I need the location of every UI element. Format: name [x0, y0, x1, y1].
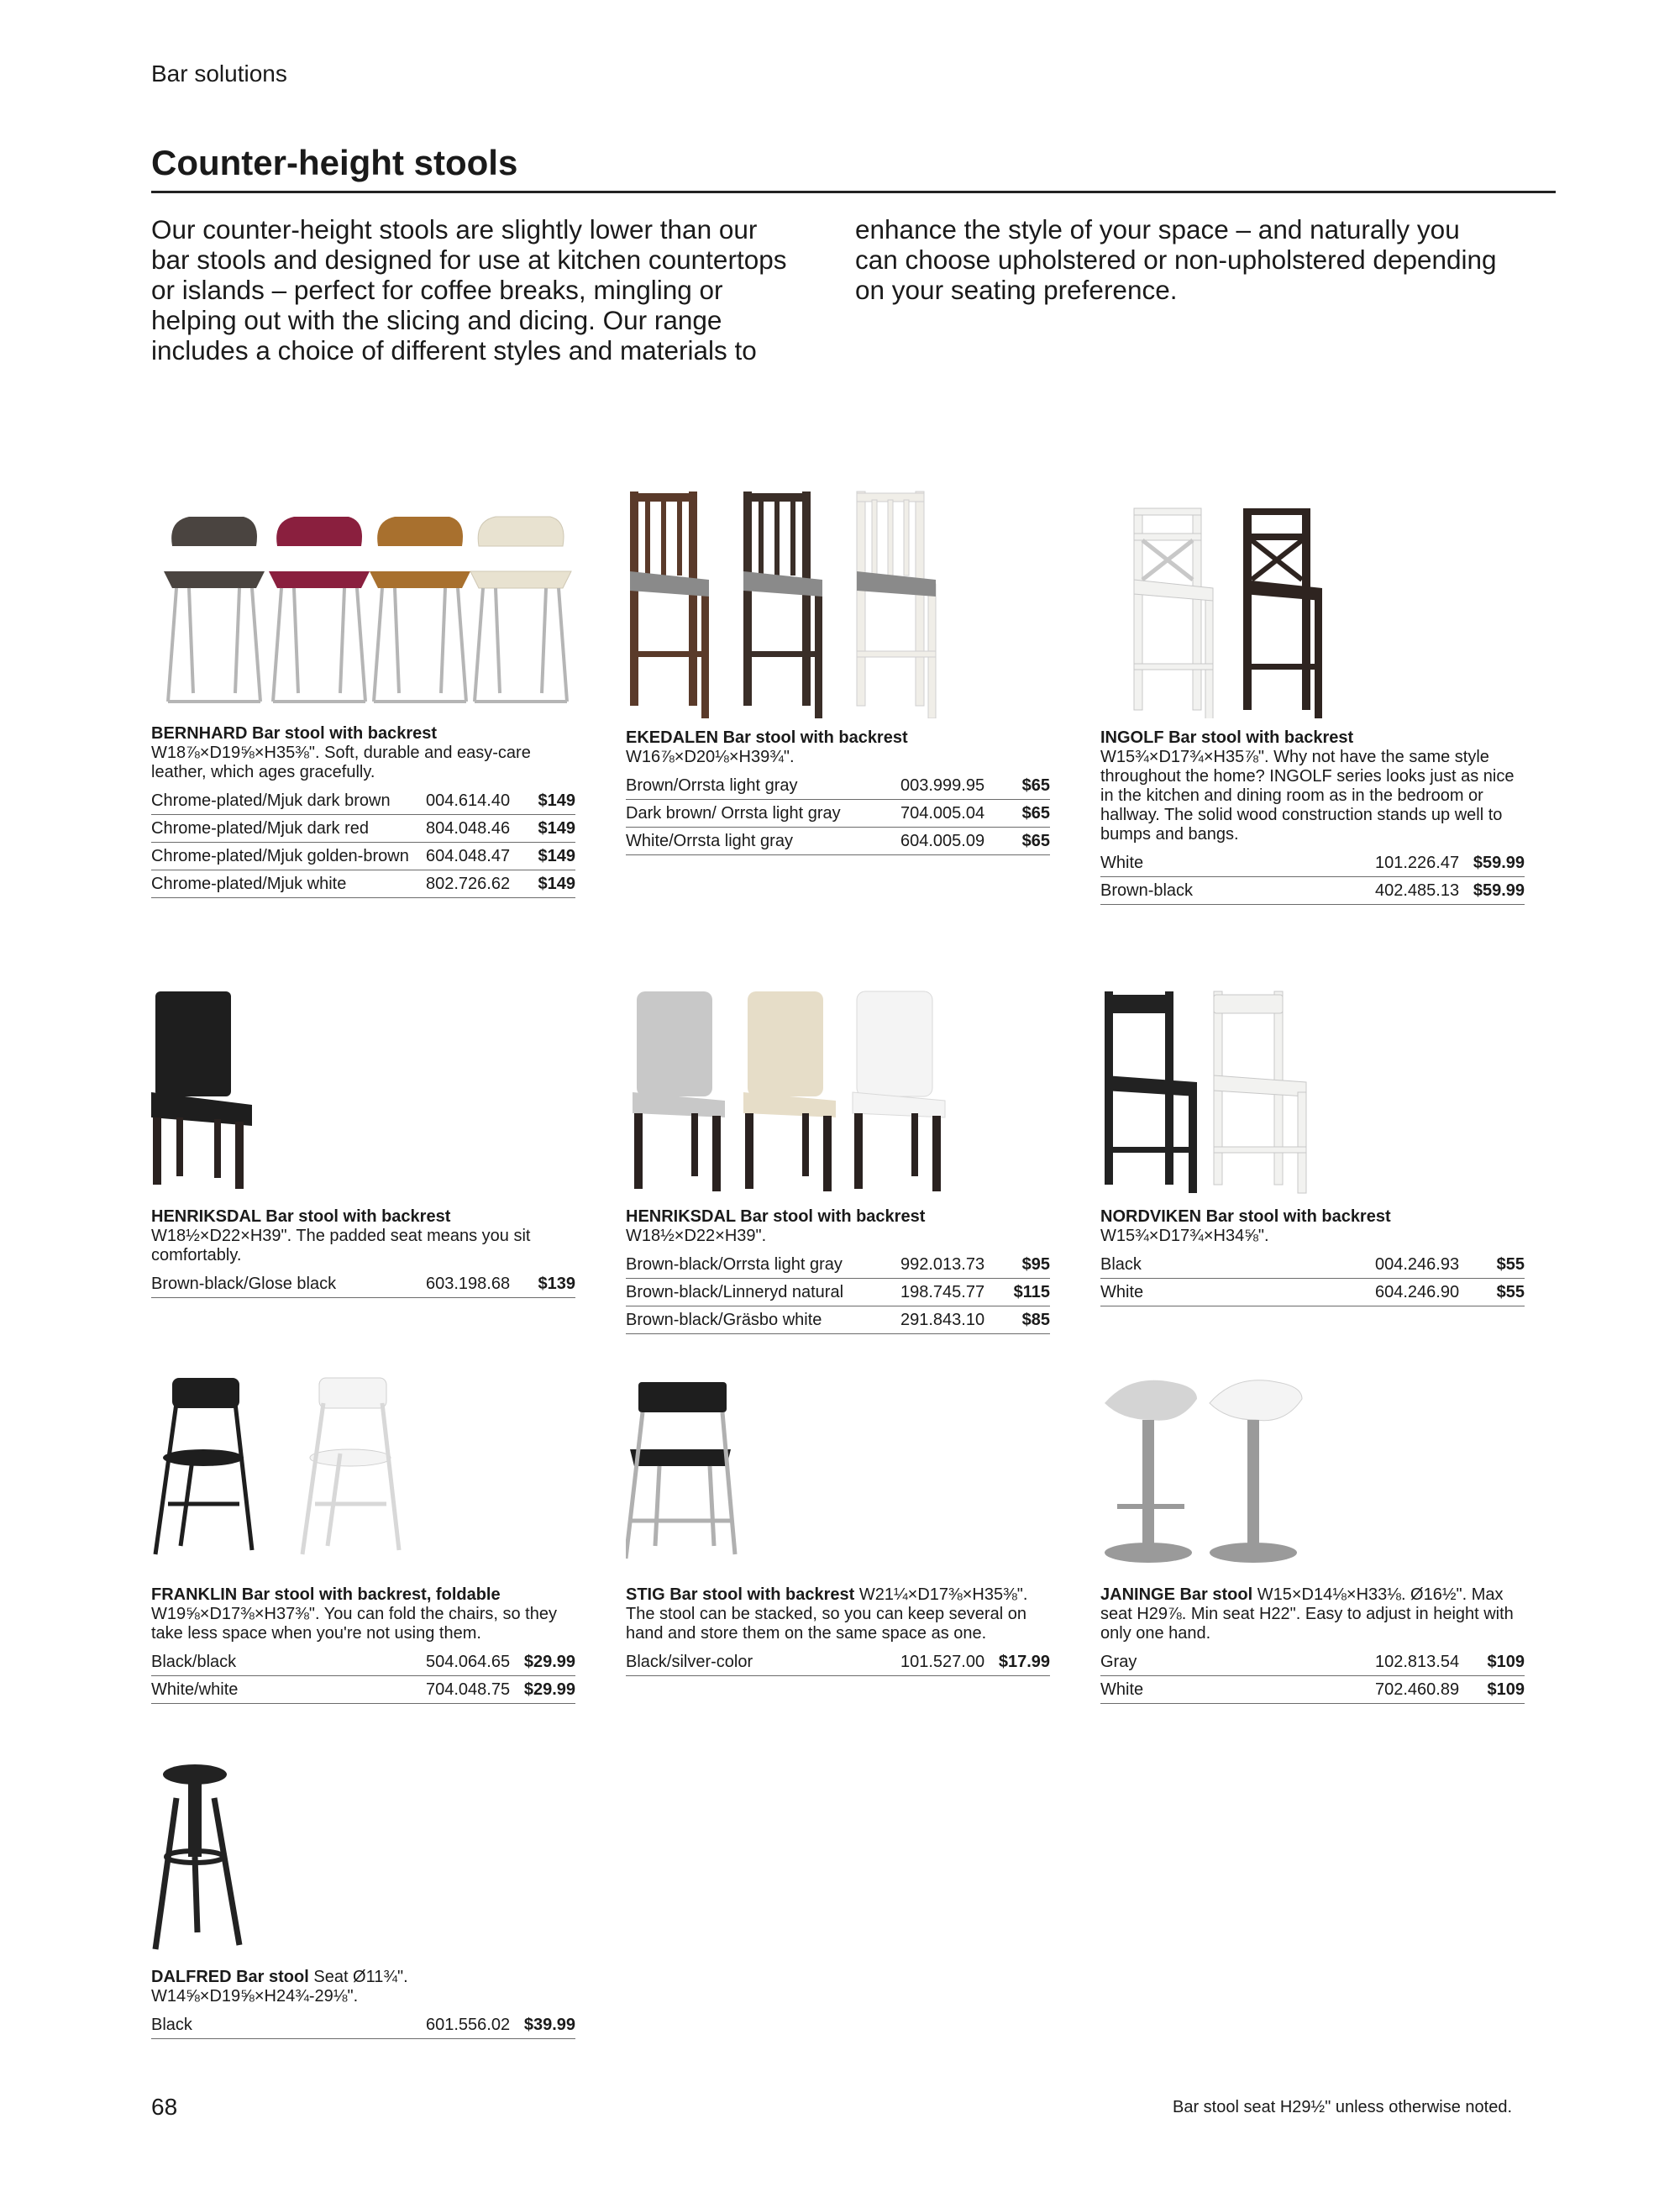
product-image-ekedalen	[626, 483, 1050, 718]
variant-row	[151, 1648, 575, 1676]
article-number: 198.745.77	[900, 1282, 985, 1301]
variant-name: White	[1100, 853, 1144, 872]
price: $29.99	[523, 1680, 575, 1699]
stool-janinge-gray	[1105, 1380, 1197, 1563]
product-image-ingolf	[1100, 500, 1525, 718]
product-name: INGOLF Bar stool with backrest	[1100, 728, 1354, 747]
variant-row	[626, 828, 1050, 855]
price: $29.99	[523, 1652, 575, 1671]
variant-list	[1100, 1251, 1525, 1306]
product-stig	[626, 1378, 1050, 1676]
variant-name: Brown-black/Gräsbo white	[626, 1310, 822, 1329]
product-image-janinge	[1100, 1369, 1525, 1575]
variant-name: Brown-black/Orrsta light gray	[626, 1254, 843, 1274]
product-name: JANINGE Bar stool	[1100, 1585, 1253, 1604]
variant-name: Chrome-plated/Mjuk white	[151, 874, 347, 893]
stool-bernhard-white	[470, 517, 571, 702]
stool-bernhard-red	[269, 517, 370, 702]
footnote: Bar stool seat H29½" unless otherwise noted.	[1173, 2098, 1512, 2116]
stool-henriksdal-gray	[633, 991, 725, 1191]
product-image-stig	[626, 1378, 1050, 1575]
price: $55	[1496, 1254, 1525, 1274]
price: $149	[538, 818, 575, 838]
variant-list	[1100, 1648, 1525, 1704]
variant-row	[1100, 877, 1525, 905]
product-name: STIG Bar stool with backrest	[626, 1585, 855, 1604]
product-name: EKEDALEN Bar stool with backrest	[626, 728, 908, 747]
intro-text-right: enhance the style of your space – and naturally you can choose upholstered or non-upholstered depending on your seating preference.	[855, 214, 1497, 305]
section-label: Bar solutions	[151, 60, 287, 87]
price: $115	[1013, 1282, 1050, 1301]
variant-row	[626, 772, 1050, 800]
product-name-line	[1100, 1585, 1525, 1643]
stool-ekedalen-white	[857, 492, 936, 718]
price: $109	[1487, 1652, 1525, 1671]
price: $65	[1021, 803, 1050, 823]
variant-row	[151, 1676, 575, 1704]
variant-list	[151, 1270, 575, 1298]
price: $39.99	[523, 2015, 575, 2034]
price: $17.99	[998, 1652, 1050, 1671]
stool-franklin-black	[155, 1378, 252, 1554]
price: $65	[1021, 831, 1050, 850]
stool-bernhard-golden	[370, 517, 470, 702]
variant-list	[626, 1251, 1050, 1334]
variant-list	[626, 1648, 1050, 1676]
price: $109	[1487, 1680, 1525, 1699]
article-number: 291.843.10	[900, 1310, 985, 1329]
variant-row	[151, 870, 575, 898]
variant-row	[151, 815, 575, 843]
article-number: 101.527.00	[900, 1652, 985, 1671]
stool-dalfred	[155, 1764, 239, 1949]
product-image-henriksdal-black	[151, 983, 575, 1197]
variant-name: Black	[1100, 1254, 1142, 1274]
product-description: W16⅞×D20⅛×H39¾".	[626, 748, 795, 766]
stool-ingolf-brown-black	[1243, 508, 1322, 718]
product-description: W18⅞×D19⅝×H35⅜". Soft, durable and easy-care leather, which ages gracefully.	[151, 744, 531, 781]
variant-row	[626, 1648, 1050, 1676]
price: $149	[538, 846, 575, 865]
price: $85	[1021, 1310, 1050, 1329]
product-dalfred	[151, 1756, 575, 2039]
variant-name: Black/black	[151, 1652, 237, 1671]
article-number: 702.460.89	[1375, 1680, 1460, 1699]
intro-text-left: Our counter-height stools are slightly lower than our bar stools and designed for use at kitchen countertops or islands – perfect for coffee breaks, mingling or helping out with the slicing and dicing. Our range includes a choice of different styles and materials to	[151, 214, 787, 365]
product-nordviken	[1100, 983, 1525, 1306]
variant-name: Black/silver-color	[626, 1652, 753, 1671]
variant-name: White	[1100, 1680, 1144, 1699]
variant-list	[151, 1648, 575, 1704]
product-name: HENRIKSDAL Bar stool with backrest	[151, 1207, 451, 1226]
variant-name: White	[1100, 1282, 1144, 1301]
variant-name: Brown-black/Linneryd natural	[626, 1282, 844, 1301]
variant-name: Chrome-plated/Mjuk golden-brown	[151, 846, 409, 865]
price: $59.99	[1473, 881, 1525, 900]
variant-row	[151, 2011, 575, 2039]
article-number: 604.048.47	[426, 846, 511, 865]
price: $55	[1496, 1282, 1525, 1301]
article-number: 992.013.73	[900, 1254, 985, 1274]
product-description: W19⅝×D17⅜×H37⅜". You can fold the chairs, so they take less space when you're not using them.	[151, 1605, 557, 1643]
product-ingolf	[1100, 500, 1525, 905]
product-description: Seat Ø11¾". W14⅝×D19⅝×H24¾-29⅛".	[151, 1968, 408, 2006]
product-name: DALFRED Bar stool	[151, 1968, 309, 1986]
product-description: W15¾×D17¾×H34⅝".	[1100, 1227, 1269, 1245]
variant-list	[151, 2011, 575, 2039]
article-number: 604.246.90	[1375, 1282, 1460, 1301]
product-name: NORDVIKEN Bar stool with backrest	[1100, 1207, 1391, 1226]
stool-nordviken-black	[1105, 991, 1197, 1193]
product-name: BERNHARD Bar stool with backrest	[151, 724, 438, 743]
price: $65	[1021, 775, 1050, 795]
article-number: 704.005.04	[900, 803, 985, 823]
variant-name: Black	[151, 2015, 192, 2034]
variant-row	[626, 1251, 1050, 1279]
article-number: 004.614.40	[426, 791, 511, 810]
product-name-line	[151, 1968, 575, 2006]
variant-row	[1100, 849, 1525, 877]
variant-name: Dark brown/ Orrsta light gray	[626, 803, 841, 823]
article-number: 802.726.62	[426, 874, 511, 893]
article-number: 604.005.09	[900, 831, 985, 850]
variant-row	[151, 1270, 575, 1298]
article-number: 704.048.75	[426, 1680, 511, 1699]
variant-name: Brown/Orrsta light gray	[626, 775, 798, 795]
variant-list	[151, 787, 575, 898]
variant-row	[626, 1279, 1050, 1306]
product-description: W15¾×D17¾×H35⅞". Why not have the same style throughout the home? INGOLF series looks just as nice in the kitchen and dining room as in the bedroom or hallway. The solid wood construction stands up well to bumps and bangs.	[1100, 748, 1515, 844]
article-number: 102.813.54	[1375, 1652, 1460, 1671]
article-number: 804.048.46	[426, 818, 511, 838]
price: $149	[538, 791, 575, 810]
product-name-line	[626, 1585, 1050, 1643]
stool-stig	[626, 1382, 735, 1559]
variant-row	[1100, 1648, 1525, 1676]
product-henriksdal-covers	[626, 983, 1050, 1334]
variant-list	[626, 772, 1050, 855]
stool-janinge-white	[1210, 1380, 1302, 1563]
article-number: 603.198.68	[426, 1274, 511, 1293]
product-ekedalen	[626, 483, 1050, 855]
page-number: 68	[151, 2094, 178, 2120]
variant-row	[626, 800, 1050, 828]
price: $95	[1021, 1254, 1050, 1274]
product-description: W21¼×D17⅜×H35⅜". The stool can be stacked, so you can keep several on hand and store them on the same space as one.	[626, 1585, 1028, 1643]
article-number: 101.226.47	[1375, 853, 1460, 872]
product-name: FRANKLIN Bar stool with backrest, foldable	[151, 1585, 501, 1604]
stool-ekedalen-brown	[630, 492, 709, 718]
variant-row	[1100, 1251, 1525, 1279]
product-name: HENRIKSDAL Bar stool with backrest	[626, 1207, 926, 1226]
title-divider	[151, 191, 1556, 193]
variant-name: Chrome-plated/Mjuk dark red	[151, 818, 369, 838]
variant-list	[1100, 849, 1525, 905]
variant-row	[151, 843, 575, 870]
product-image-nordviken	[1100, 983, 1525, 1197]
product-description: W18½×D22×H39".	[626, 1227, 767, 1245]
price: $139	[538, 1274, 575, 1293]
price: $59.99	[1473, 853, 1525, 872]
product-bernhard	[151, 496, 575, 898]
variant-name: White/white	[151, 1680, 239, 1699]
product-image-bernhard	[151, 496, 575, 714]
variant-name: White/Orrsta light gray	[626, 831, 793, 850]
stool-henriksdal-natural	[743, 991, 836, 1191]
stool-ingolf-white	[1134, 508, 1213, 718]
price: $149	[538, 874, 575, 893]
stool-henriksdal-white	[853, 991, 945, 1191]
article-number: 402.485.13	[1375, 881, 1460, 900]
stool-henriksdal-black	[151, 991, 252, 1189]
stool-nordviken-white	[1214, 991, 1306, 1193]
product-image-dalfred	[151, 1756, 575, 1958]
product-henriksdal-black	[151, 983, 575, 1298]
variant-name: Chrome-plated/Mjuk dark brown	[151, 791, 391, 810]
product-franklin	[151, 1374, 575, 1704]
product-image-henriksdal-covers	[626, 983, 1050, 1197]
stool-ekedalen-darkbrown	[743, 492, 822, 718]
variant-row	[1100, 1279, 1525, 1306]
page-title: Counter-height stools	[151, 143, 518, 182]
article-number: 504.064.65	[426, 1652, 511, 1671]
product-description: W15×D14⅛×H33⅛. Ø16½". Max seat H29⅞. Min seat H22". Easy to adjust in height with only one hand.	[1100, 1585, 1514, 1643]
product-description: W18½×D22×H39". The padded seat means you sit comfortably.	[151, 1227, 531, 1264]
product-image-franklin	[151, 1374, 575, 1575]
variant-row	[1100, 1676, 1525, 1704]
variant-row	[151, 787, 575, 815]
article-number: 003.999.95	[900, 775, 985, 795]
stool-franklin-white	[302, 1378, 399, 1554]
article-number: 004.246.93	[1375, 1254, 1460, 1274]
variant-row	[626, 1306, 1050, 1334]
variant-name: Brown-black/Glose black	[151, 1274, 337, 1293]
variant-name: Brown-black	[1100, 881, 1194, 900]
stool-bernhard-brown	[164, 517, 265, 702]
variant-name: Gray	[1100, 1652, 1137, 1671]
product-janinge	[1100, 1369, 1525, 1704]
article-number: 601.556.02	[426, 2015, 511, 2034]
